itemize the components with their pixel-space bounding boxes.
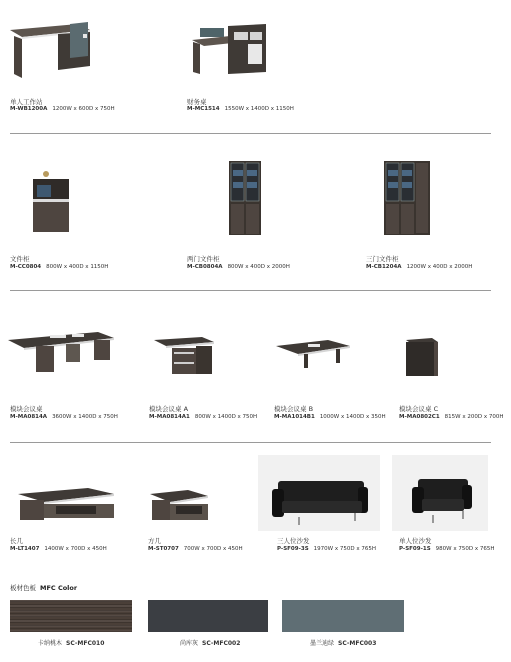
swatch-code: SC-MFC002 [202,640,241,647]
swatch-name: 墨兰迪绿 [310,640,335,647]
item-code: M-MC1514 [187,106,220,112]
item-code: M-CC0804 [10,264,42,270]
item-code: M-WB1200A [10,106,48,112]
item-name: 财务桌 [187,98,207,106]
item-spec [10,106,115,112]
meeting-table-c-image [404,336,440,378]
item-spec [366,264,472,270]
item-name: 模块会议桌 A [149,405,189,413]
item-name: 模块会议桌 [10,405,43,413]
item-name: 两门文件柜 [187,255,220,263]
item-name: 长几 [10,537,23,545]
divider [10,442,491,443]
swatch-label [310,638,376,647]
armchair-icon [392,455,488,531]
item-spec [277,546,376,552]
item-size: 1000W x 1400D x 350H [319,414,386,420]
color-title-cn: 板材色板 [10,584,36,592]
two-door-cabinet-image [228,160,262,236]
item-spec [399,546,494,552]
item-size: 1200W x 600D x 750H [52,106,115,112]
swatch-code: SC-MFC003 [338,640,377,647]
item-code: M-ST0707 [148,546,179,552]
item-spec [10,414,118,420]
swatch-code: SC-MFC010 [66,640,105,647]
item-code: M-MA0802C1 [399,414,440,420]
item-size: 980W x 750D x 765H [435,546,495,552]
item-size: 1970W x 750D x 765H [313,546,376,552]
item-spec [10,264,108,270]
item-name: 单人位沙发 [399,537,432,545]
item-size: 1550W x 1400D x 1150H [224,106,294,112]
swatch-grey [148,600,268,632]
item-spec [274,414,386,420]
item-spec [187,264,290,270]
item-code: M-CB1204A [366,264,402,270]
item-spec [148,546,243,552]
divider [10,133,491,134]
divider [10,290,491,291]
color-title-en: MFC Color [40,584,78,592]
item-code: M-MA0814A [10,414,48,420]
item-name: 文件柜 [10,255,30,263]
meeting-table-image [6,330,116,376]
item-code: M-LT1407 [10,546,40,552]
meeting-table-b-image [274,338,352,370]
three-door-cabinet-image [383,160,431,236]
item-spec [399,414,503,420]
meeting-table-a-image [152,336,216,376]
color-section-title [10,583,77,592]
item-size: 1400W x 700D x 450H [44,546,107,552]
swatch-label [38,638,104,647]
item-code: M-CB0804A [187,264,223,270]
item-code: M-MA1014B1 [274,414,315,420]
item-size: 800W x 400D x 2000H [227,264,290,270]
swatch-name: 卡纳桃木 [38,640,63,647]
item-size: 815W x 200D x 700H [444,414,504,420]
item-name: 模块会议桌 B [274,405,314,413]
item-name: 三人位沙发 [277,537,310,545]
item-size: 700W x 700D x 450H [183,546,243,552]
item-code: M-MA0814A1 [149,414,190,420]
three-seat-sofa-photo [258,455,380,531]
single-seat-sofa-photo [392,455,488,531]
item-code: P-SF09-1S [399,546,431,552]
item-spec [10,546,107,552]
item-name: 三门文件柜 [366,255,399,263]
swatch-green [282,600,404,632]
swatch-walnut [10,600,132,632]
item-name: 方几 [148,537,161,545]
swatch-label [180,638,240,647]
item-size: 1200W x 400D x 2000H [406,264,473,270]
item-size: 800W x 1400D x 750H [194,414,258,420]
finance-desk-image [190,22,274,78]
long-coffee-table-image [16,486,116,522]
item-code: P-SF09-3S [277,546,309,552]
item-name: 单人工作站 [10,98,43,106]
file-cabinet-image [32,167,70,233]
item-spec [187,106,294,112]
square-coffee-table-image [148,488,210,524]
item-name: 模块会议桌 C [399,405,439,413]
swatch-name: 尚库灰 [180,640,199,647]
item-spec [149,414,257,420]
item-size: 3600W x 1400D x 750H [52,414,118,420]
sofa-icon [258,455,380,531]
workstation-image [8,18,94,80]
item-size: 800W x 400D x 1150H [46,264,109,270]
